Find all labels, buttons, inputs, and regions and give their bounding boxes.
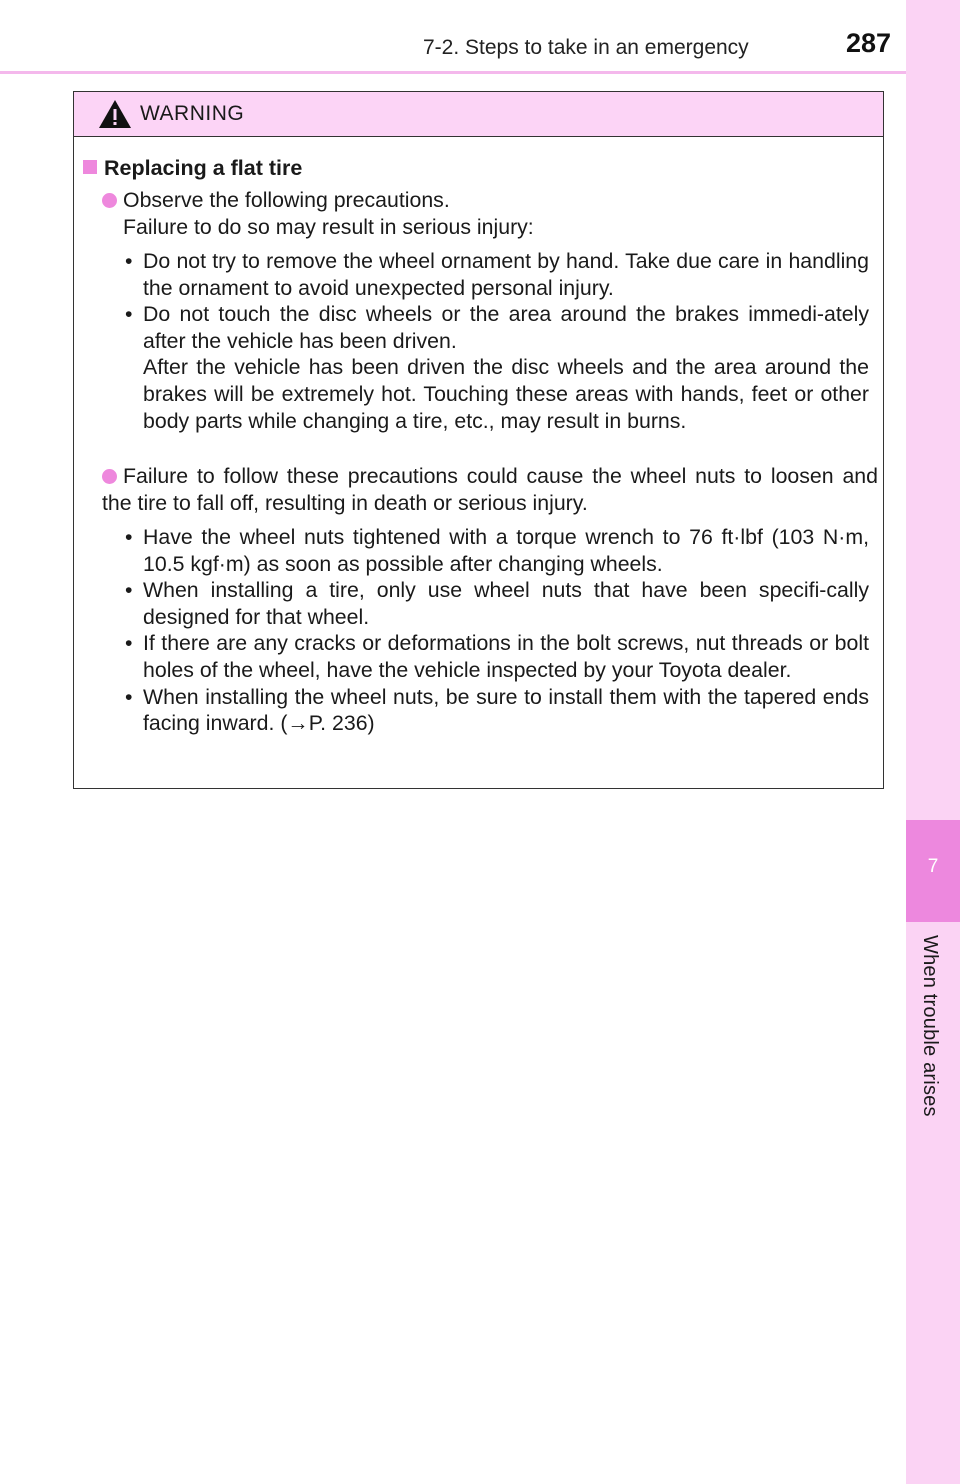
page-number: 287	[846, 28, 892, 58]
section-title: 7-2. Steps to take in an emergency	[423, 36, 749, 59]
precaution-text: Failure to do so may result in serious injury:	[123, 214, 534, 239]
chapter-number: 7	[927, 856, 939, 877]
bullet-list-2	[116, 524, 869, 737]
warning-box	[73, 91, 884, 789]
bullet-item: • Do not touch the disc wheels or the area around the brakes immedi-ately after the vehicle has been driven. After the vehicle has been driven the disc wheels and the area around the brakes will be extremely hot. Touching these areas with hands, feet or other body parts while changing a tire, etc., may result in burns.	[125, 302, 869, 433]
bullet-item: • Do not try to remove the wheel ornament by hand. Take due care in handling the ornament to avoid unexpected personal injury.	[125, 249, 869, 300]
bullet-item: • Have the wheel nuts tightened with a torque wrench to 76 ft·lbf (103 N·m, 10.5 kgf·m) as soon as possible after changing wheels.	[125, 525, 869, 576]
precaution-text: Failure to follow these precautions could cause the wheel nuts to loosen and the tire to fall off, resulting in death or serious injury.	[102, 464, 878, 515]
chapter-label: When trouble arises	[919, 935, 941, 1117]
header-rule	[0, 71, 906, 74]
square-bullet-icon	[83, 160, 97, 174]
circle-bullet-icon	[102, 193, 117, 208]
chapter-side-tab	[906, 0, 960, 1484]
warning-heading: Replacing a flat tire	[83, 155, 302, 182]
warning-title: WARNING	[140, 102, 245, 125]
precaution-item-2	[102, 463, 878, 516]
warning-triangle-icon	[98, 99, 132, 129]
precaution-item-1	[102, 187, 878, 240]
circle-bullet-icon	[102, 469, 117, 484]
precaution-text: Observe the following precautions.	[123, 188, 450, 212]
bullet-item: • When installing the wheel nuts, be sure to install them with the tapered ends facing inward. (→P. 236)	[125, 684, 869, 736]
warning-header	[74, 92, 883, 137]
bullet-list-1	[116, 248, 869, 434]
bullet-item: • If there are any cracks or deformations in the bolt screws, nut threads or bolt holes of the wheel, have the vehicle inspected by your Toyota dealer.	[125, 631, 869, 682]
bullet-item: • When installing a tire, only use wheel nuts that have been specifi-cally designed for that wheel.	[125, 578, 869, 629]
